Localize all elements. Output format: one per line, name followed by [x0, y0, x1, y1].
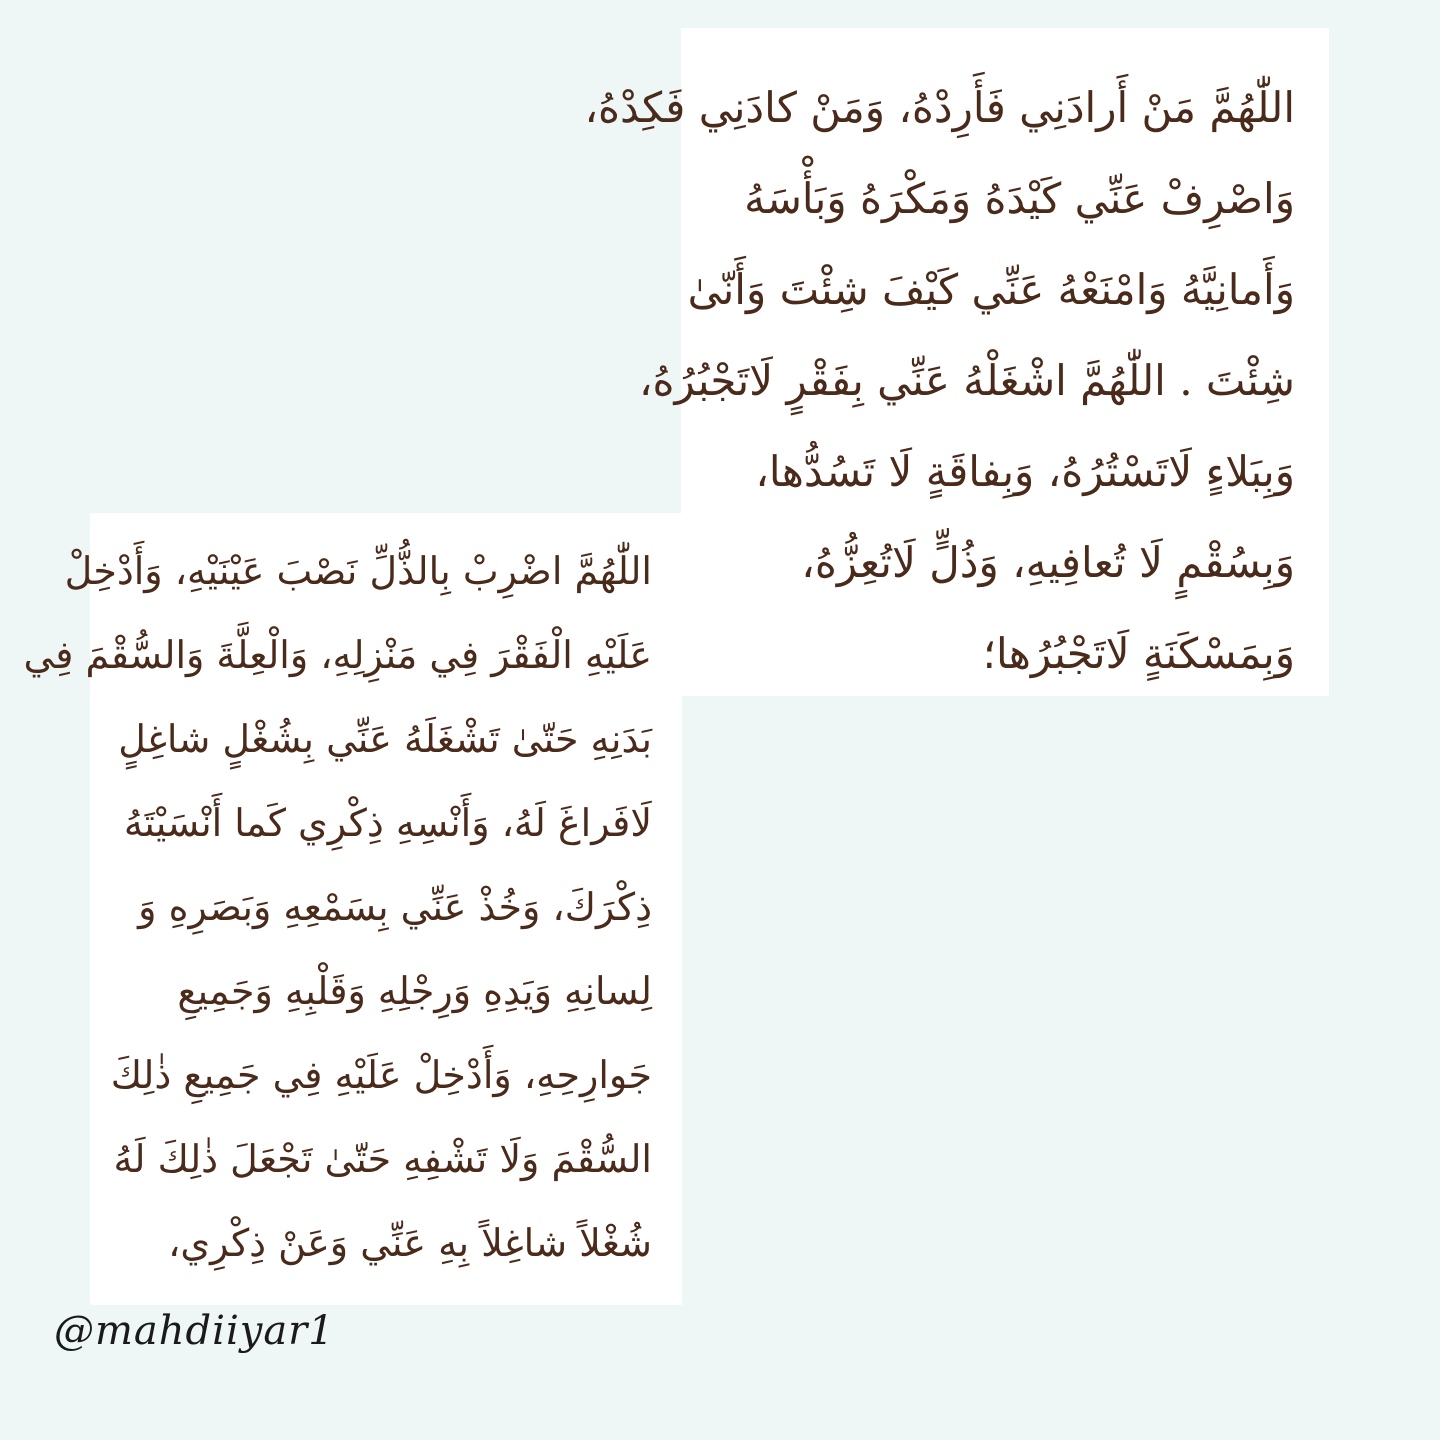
prayer-line: وَبِسُقْمٍ لَا تُعافِيهِ، وَذُلٍّ لَاتُعِزُّهُ،: [801, 538, 1295, 587]
prayer-line: جَوارِحِهِ، وَأَدْخِلْ عَلَيْهِ فِي جَمِيعِ ذٰلِكَ: [110, 1053, 652, 1097]
prayer-line: شِئْتَ . اللّٰهُمَّ اشْغَلْهُ عَنِّي بِفَقْرٍ لَاتَجْبُرُهُ،: [638, 356, 1295, 405]
prayer-line: ذِكْرَكَ، وَخُذْ عَنِّي بِسَمْعِهِ وَبَصَرِهِ وَ: [138, 885, 652, 929]
prayer-line: وَبِبَلاءٍ لَاتَسْتُرُهُ، وَبِفاقَةٍ لَا تَسُدُّها،: [755, 447, 1295, 496]
prayer-card-top: [584, 28, 1329, 696]
prayer-line: اللّٰهُمَّ مَنْ أَرادَنِي فَأَرِدْهُ، وَمَنْ كادَنِي فَكِدْهُ،: [584, 83, 1295, 132]
prayer-card-bottom: [23, 513, 682, 1305]
watermark-handle: @mahdiiyar1: [54, 1308, 335, 1354]
prayer-line: وَاصْرِفْ عَنِّي كَيْدَهُ وَمَكْرَهُ وَبَأْسَهُ: [744, 174, 1295, 223]
prayer-line: شُغْلاً شاغِلاً بِهِ عَنِّي وَعَنْ ذِكْرِي،: [168, 1221, 652, 1265]
prayer-line: عَلَيْهِ الْفَقْرَ فِي مَنْزِلِهِ، وَالْعِلَّةَ وَالسُّقْمَ فِي: [23, 633, 652, 677]
prayer-line: وَبِمَسْكَنَةٍ لَاتَجْبُرُها؛: [982, 629, 1295, 678]
prayer-line: لِسانِهِ وَيَدِهِ وَرِجْلِهِ وَقَلْبِهِ وَجَمِيعِ: [177, 969, 652, 1013]
prayer-line: وَأَمانِيَّهُ وَامْنَعْهُ عَنِّي كَيْفَ شِئْتَ وَأَنّىٰ: [687, 265, 1295, 314]
prayer-line: اللّٰهُمَّ اضْرِبْ بِالذُّلِّ نَصْبَ عَيْنَيْهِ، وَأَدْخِلْ: [64, 549, 652, 593]
prayer-line: السُّقْمَ وَلَا تَشْفِهِ حَتّىٰ تَجْعَلَ ذٰلِكَ لَهُ: [113, 1137, 652, 1181]
prayer-line: لَافَراغَ لَهُ، وَأَنْسِهِ ذِكْرِي كَما أَنْسَيْتَهُ: [123, 801, 652, 845]
prayer-line: بَدَنِهِ حَتّىٰ تَشْغَلَهُ عَنِّي بِشُغْلٍ شاغِلٍ: [118, 717, 652, 761]
